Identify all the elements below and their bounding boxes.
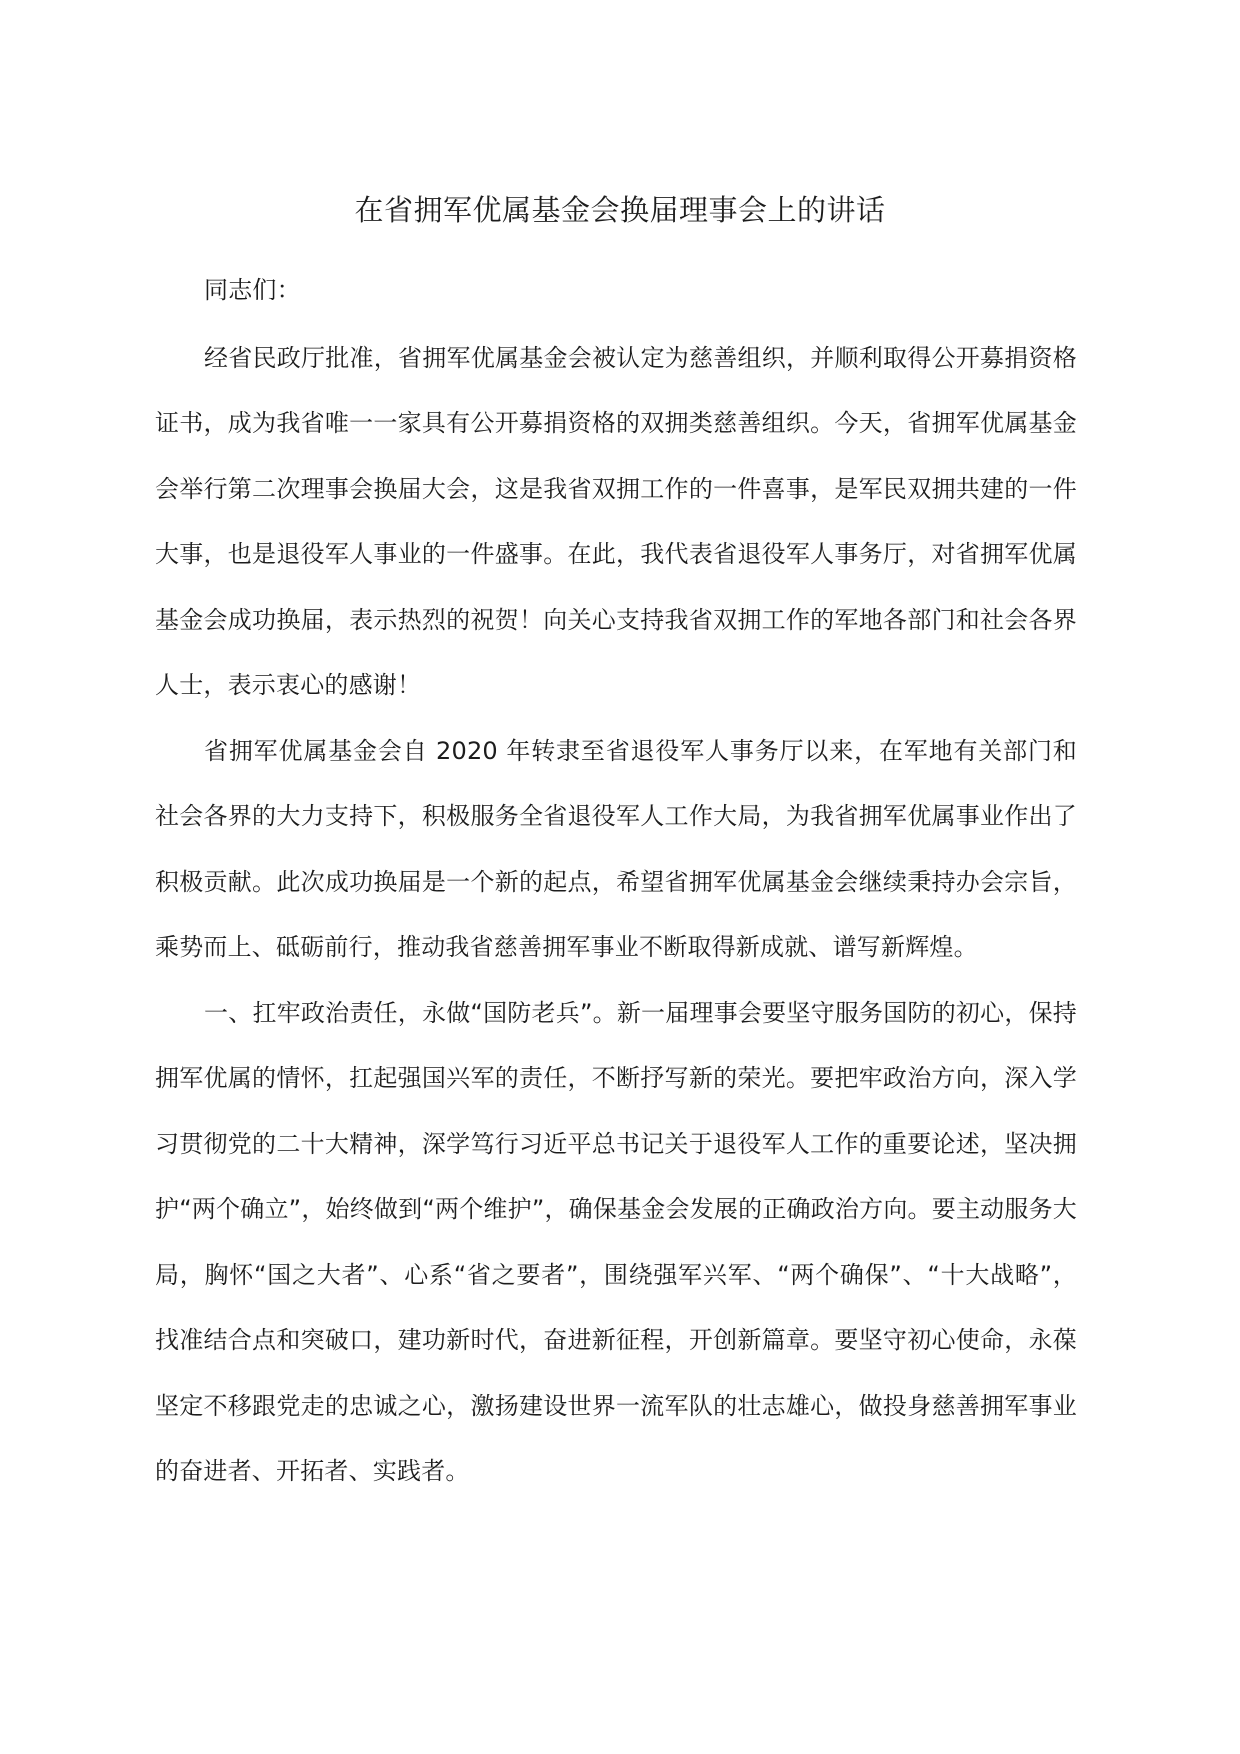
paragraph-1: 经省民政厅批准，省拥军优属基金会被认定为慈善组织，并顺利取得公开募捐资格证书，成为我省唯一一家具有公开募捐资格的双拥类慈善组织。今天，省拥军优属基金会举行第二次理事会换届大会，这是我省双拥工作的一件喜事，是军民双拥共建的一件大事，也是退役军人事业的一件盛事。在此，我代表省退役军人事务厅，对省拥军优属基金会成功换届，表示热烈的祝贺！向关心支持我省双拥工作的军地各部门和社会各界人士，表示衷心的感谢！ [155,343,1077,699]
paragraph-2: 省拥军优属基金会自 2020 年转隶至省退役军人事务厅以来，在军地有关部门和社会各界的大力支持下，积极服务全省退役军人工作大局，为我省拥军优属事业作出了积极贡献。此次成功换届是一个新的起点，希望省拥军优属基金会继续秉持办会宗旨，乘势而上、砥砺前行，推动我省慈善拥军事业不断取得新成就、谱写新辉煌。 [155,736,1077,961]
paragraph-3: 一、扛牢政治责任，永做“国防老兵”。新一届理事会要坚守服务国防的初心，保持拥军优属的情怀，扛起强国兴军的责任，不断抒写新的荣光。要把牢政治方向，深入学习贯彻党的二十大精神，深学笃行习近平总书记关于退役军人工作的重要论述，坚决拥护“两个确立”，始终做到“两个维护”，确保基金会发展的正确政治方向。要主动服务大局，胸怀“国之大者”、心系“省之要者”，围绕强军兴军、“两个确保”、“十大战略”，找准结合点和突破口，建功新时代，奋进新征程，开创新篇章。要坚守初心使命，永葆坚定不移跟党走的忠诚之心，激扬建设世界一流军队的壮志雄心，做投身慈善拥军事业的奋进者、开拓者、实践者。 [155,998,1077,1485]
document-title: 在省拥军优属基金会换届理事会上的讲话 [354,193,886,227]
salutation: 同志们： [204,276,301,304]
document-body [155,258,1077,1505]
